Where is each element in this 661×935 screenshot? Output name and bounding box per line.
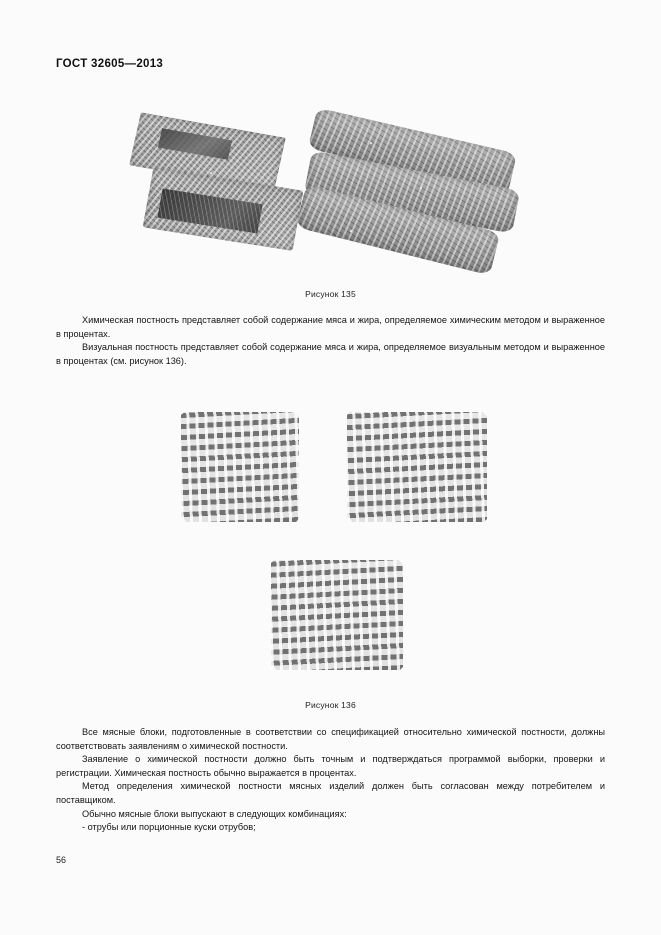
paragraph: Все мясные блоки, подготовленные в соответствии со спецификацией относительно химической постности, должны соответствовать заявлениям о химической постности. bbox=[56, 727, 605, 751]
paragraph: Заявление о химической постности должно быть точным и подтверждаться программой выборки, проверки и регистрации. Химическая постность обычно выражается в процентах. bbox=[56, 754, 605, 778]
fat-speck bbox=[370, 142, 372, 144]
paragraph: Визуальная постность представляет собой содержание мяса и жира, определяемое визуальным методом и выраженное в процентах (см. рисунок 136). bbox=[56, 342, 605, 366]
body-text-block-2 bbox=[56, 726, 605, 835]
standard-header: ГОСТ 32605—2013 bbox=[56, 58, 164, 70]
body-text-block-1 bbox=[56, 314, 605, 368]
paragraph: Метод определения химической постности мясных изделий должен быть согласован между потребителем и поставщиком. bbox=[56, 781, 605, 805]
fat-speck bbox=[420, 187, 422, 189]
fat-speck bbox=[210, 172, 212, 174]
fat-speck bbox=[350, 230, 352, 232]
meat-section-bottom-center bbox=[271, 560, 403, 670]
meat-section-top-right bbox=[347, 412, 487, 522]
figure-136-caption: Рисунок 136 bbox=[305, 700, 356, 710]
meat-section-top-left bbox=[181, 412, 299, 522]
figure-136-image bbox=[175, 398, 495, 690]
figure-135-image bbox=[120, 112, 540, 277]
list-item: - отрубы или порционные куски отрубов; bbox=[82, 822, 256, 833]
figure-135-caption: Рисунок 135 bbox=[305, 289, 356, 299]
paragraph: Химическая постность представляет собой содержание мяса и жира, определяемое химическим методом и выраженное в процентах. bbox=[56, 315, 605, 339]
paragraph: Обычно мясные блоки выпускают в следующих комбинациях: bbox=[82, 808, 347, 819]
page-number: 56 bbox=[56, 855, 67, 865]
